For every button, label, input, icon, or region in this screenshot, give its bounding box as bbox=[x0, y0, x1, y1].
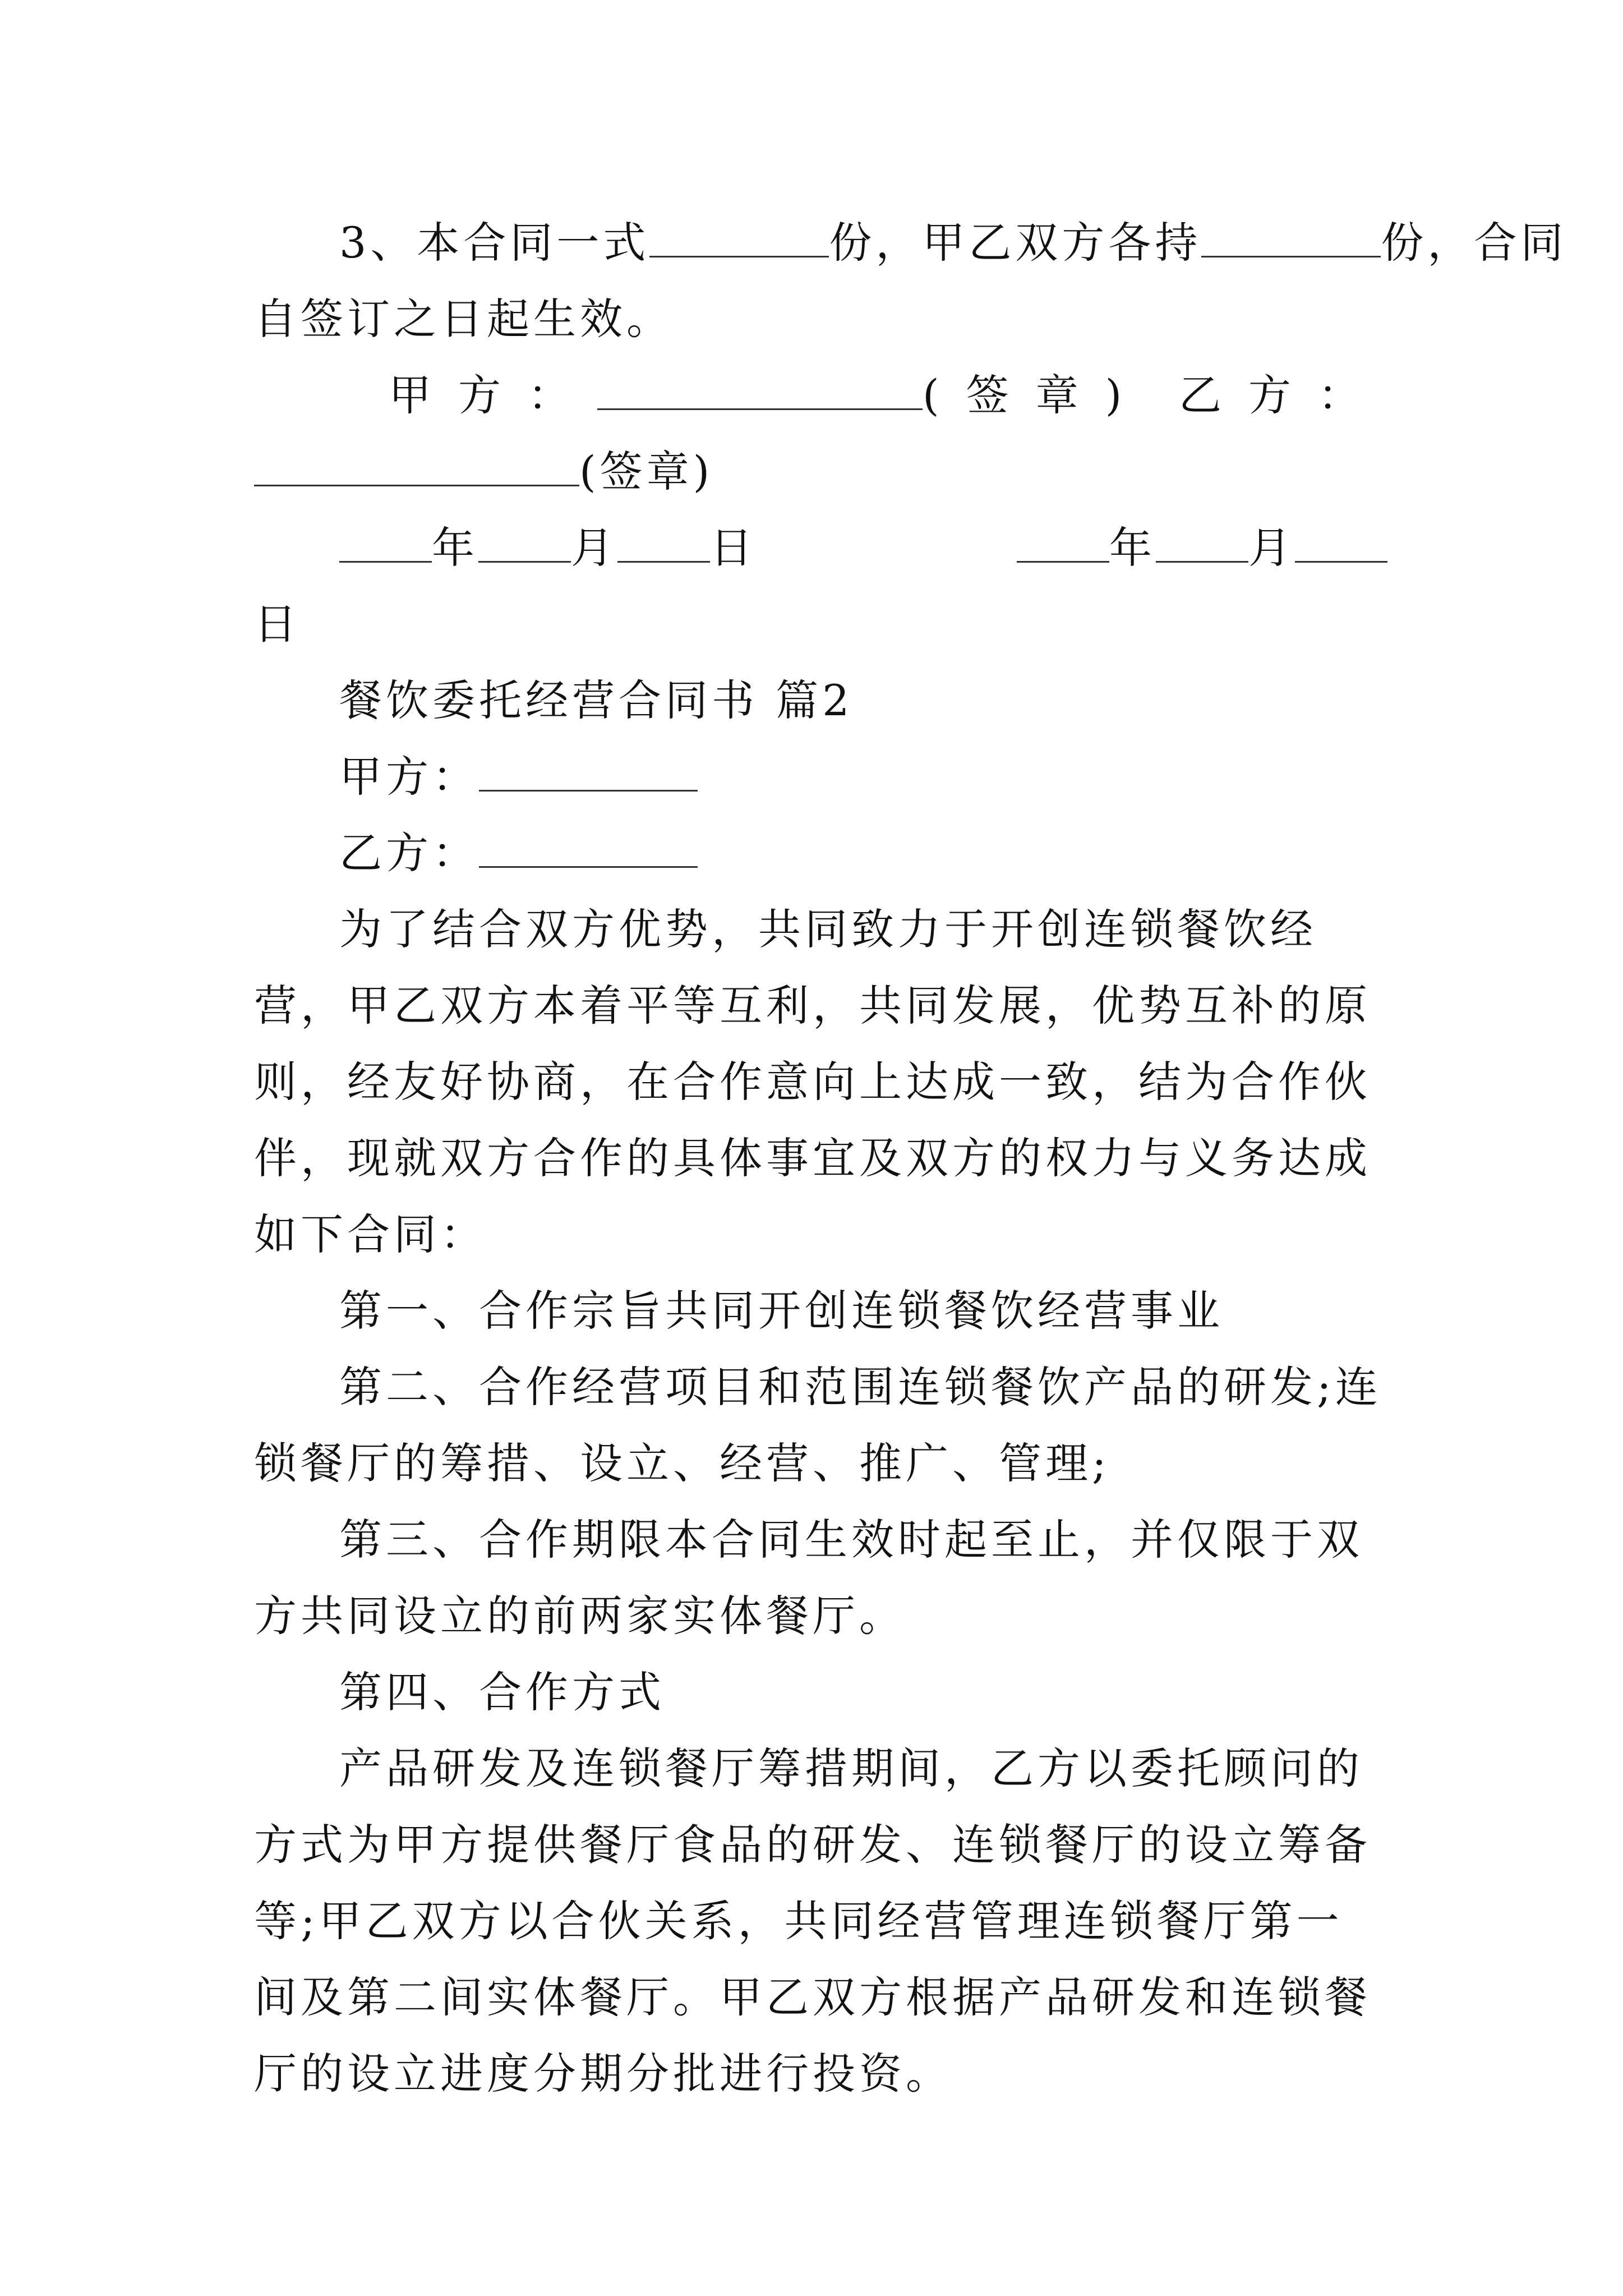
clause-3-line-2: 自签订之日起生效。 bbox=[254, 294, 673, 344]
date-a-day-blank bbox=[617, 528, 710, 563]
party-b-date bbox=[1017, 510, 1387, 586]
section-2-party-a-label: 甲方： bbox=[339, 752, 479, 802]
party-a-label: 甲方： bbox=[389, 370, 597, 420]
date-a-year-label: 年 bbox=[432, 523, 478, 573]
section-2-party-b-label: 乙方： bbox=[339, 828, 479, 878]
clause-3-line-1 bbox=[254, 205, 1567, 281]
date-b-day-blank bbox=[1295, 528, 1387, 563]
date-b-year-label: 年 bbox=[1109, 523, 1156, 573]
copies-each-blank bbox=[1201, 223, 1381, 257]
document-body bbox=[254, 205, 1567, 2112]
party-a-signature bbox=[254, 357, 1149, 434]
party-a-seal: (签章) bbox=[923, 370, 1149, 420]
date-a-month-blank bbox=[478, 528, 571, 563]
article-2: 第二、合作经营项目和范围连锁餐饮产品的研发;连锁餐厅的筹措、设立、经营、推广、管理; bbox=[254, 1362, 1382, 1488]
signature-row bbox=[254, 357, 1387, 434]
party-a-blank bbox=[597, 376, 923, 410]
clause-3-part-2: 份，甲乙双方各持 bbox=[829, 218, 1202, 268]
date-b-month-label: 月 bbox=[1248, 523, 1295, 573]
date-a-year-blank bbox=[339, 528, 432, 563]
clause-3-part-3: 份，合同 bbox=[1381, 218, 1567, 268]
date-row bbox=[254, 510, 1387, 586]
copies-total-blank bbox=[649, 223, 829, 257]
party-a-date bbox=[254, 510, 757, 586]
date-b-month-blank bbox=[1156, 528, 1248, 563]
date-b-day-label: 日 bbox=[254, 599, 301, 649]
section-2-party-a bbox=[254, 739, 1387, 815]
date-a-month-label: 月 bbox=[571, 523, 617, 573]
article-4-body: 产品研发及连锁餐厅筹措期间，乙方以委托顾问的方式为甲方提供餐厅食品的研发、连锁餐厅的设立筹备等;甲乙双方以合伙关系，共同经营管理连锁餐厅第一间及第二间实体餐厅。甲乙双方根据产品研发和连锁餐厅的设立进度分期分批进行投资。 bbox=[254, 1743, 1371, 2099]
intro-paragraph: 为了结合双方优势，共同致力于开创连锁餐饮经营，甲乙双方本着平等互利，共同发展，优势互补的原则，经友好协商，在合作意向上达成一致，结为合作伙伴，现就双方合作的具体事宜及双方的权力与义务达成如下合同： bbox=[254, 904, 1371, 1259]
party-b-blank bbox=[254, 452, 579, 486]
section-2-title: 餐饮委托经营合同书 篇2 bbox=[339, 675, 854, 725]
date-b-year-blank bbox=[1017, 528, 1109, 563]
article-4-heading: 第四、合作方式 bbox=[339, 1667, 665, 1717]
clause-3-part-1: 3、本合同一式 bbox=[339, 218, 650, 268]
party-b-seal: (签章) bbox=[579, 447, 714, 496]
party-b-label: 乙方： bbox=[1179, 370, 1387, 420]
section-2-party-b-blank bbox=[479, 834, 698, 868]
date-a-day-label: 日 bbox=[710, 523, 757, 573]
party-b-signature-line bbox=[254, 434, 1387, 510]
article-1: 第一、合作宗旨共同开创连锁餐饮经营事业 bbox=[339, 1286, 1224, 1336]
section-2-party-a-blank bbox=[479, 757, 698, 792]
section-2-party-b bbox=[254, 815, 1387, 891]
article-3: 第三、合作期限本合同生效时起至止，并仅限于双方共同设立的前两家实体餐厅。 bbox=[254, 1515, 1363, 1641]
